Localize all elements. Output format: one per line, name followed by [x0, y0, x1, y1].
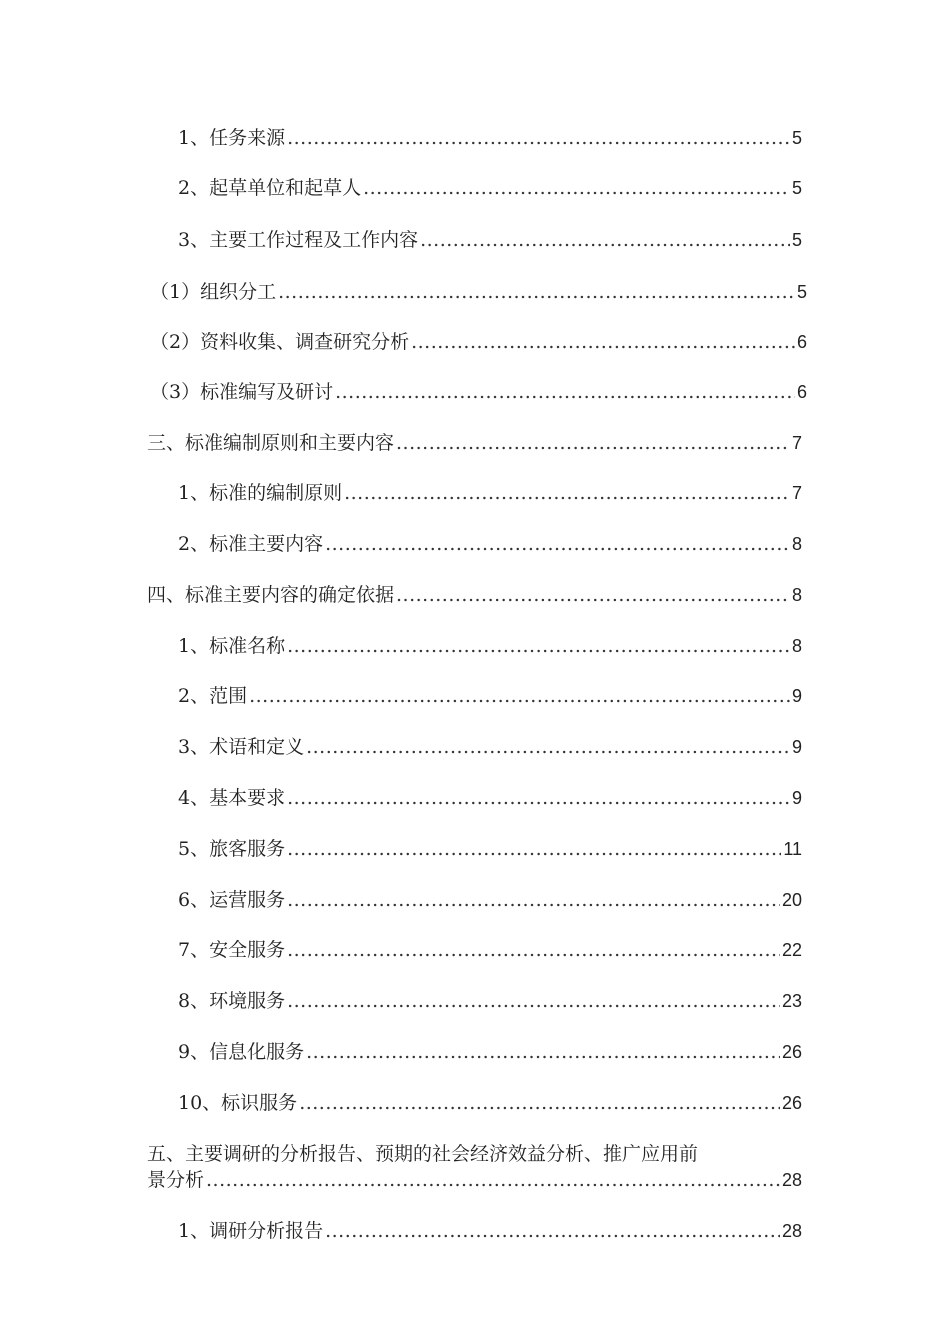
toc-entry[interactable]	[178, 837, 802, 861]
toc-page-number: 5	[791, 178, 802, 198]
toc-page-number: 26	[781, 1042, 802, 1062]
dot-leader	[206, 1167, 780, 1193]
dot-leader	[396, 583, 790, 607]
dot-leader	[420, 228, 790, 252]
toc-page-number: 5	[796, 282, 807, 302]
toc-page-number: 26	[781, 1093, 802, 1113]
toc-page-number: 6	[796, 332, 807, 352]
toc-entry-label: （1）组织分工	[150, 281, 277, 303]
toc-entry[interactable]	[147, 431, 802, 455]
toc-entry-label: 3、术语和定义	[178, 736, 305, 758]
toc-entry-label: 1、标准名称	[178, 635, 286, 657]
toc-entry-label: 1、任务来源	[178, 127, 286, 149]
toc-entry-label: 8、环境服务	[178, 990, 286, 1012]
toc-entry[interactable]	[178, 532, 802, 556]
dot-leader	[325, 1219, 780, 1243]
toc-page-number: 6	[796, 382, 807, 402]
dot-leader	[396, 431, 790, 455]
toc-page-number: 5	[791, 128, 802, 148]
toc-entry[interactable]	[178, 176, 802, 200]
toc-entry-label: 7、安全服务	[178, 939, 286, 961]
dot-leader	[287, 888, 780, 912]
dot-leader	[306, 735, 790, 759]
toc-entry-label: 9、信息化服务	[178, 1041, 305, 1063]
toc-entry-label: 6、运营服务	[178, 889, 286, 911]
toc-entry[interactable]	[178, 735, 802, 759]
toc-entry-label: 3、主要工作过程及工作内容	[178, 229, 419, 251]
toc-entry[interactable]	[178, 126, 802, 150]
dot-leader	[287, 938, 780, 962]
toc-page-number: 8	[791, 636, 802, 656]
dot-leader	[344, 481, 790, 505]
toc-entry[interactable]	[150, 330, 807, 354]
toc-entry[interactable]	[178, 228, 802, 252]
toc-entry[interactable]	[178, 888, 802, 912]
toc-entry-label: 5、旅客服务	[178, 838, 286, 860]
toc-entry-label: 10、标识服务	[178, 1092, 298, 1114]
toc-entry-label: 1、调研分析报告	[178, 1220, 324, 1242]
toc-page-number: 20	[781, 890, 802, 910]
toc-page-number: 9	[791, 686, 802, 706]
dot-leader	[287, 989, 780, 1013]
toc-entry-label-line2: 景分析	[147, 1169, 205, 1191]
toc-entry[interactable]	[178, 938, 802, 962]
dot-leader	[411, 330, 795, 354]
dot-leader	[299, 1091, 780, 1115]
toc-entry[interactable]	[150, 280, 807, 304]
toc-entry[interactable]	[150, 380, 807, 404]
toc-entry[interactable]	[178, 786, 802, 810]
toc-entry-label-line1: 五、主要调研的分析报告、预期的社会经济效益分析、推广应用前	[147, 1143, 699, 1165]
dot-leader	[306, 1040, 780, 1064]
toc-page-number: 8	[791, 534, 802, 554]
toc-entry-label: 1、标准的编制原则	[178, 482, 343, 504]
toc-entry-label: 三、标准编制原则和主要内容	[147, 432, 395, 454]
toc-entry[interactable]	[147, 583, 802, 607]
toc-page-number: 11	[783, 839, 802, 859]
toc-page-number: 7	[791, 483, 802, 503]
toc-entry[interactable]	[178, 634, 802, 658]
toc-entry[interactable]	[178, 989, 802, 1013]
toc-page-number: 9	[791, 737, 802, 757]
toc-entry-label: 4、基本要求	[178, 787, 286, 809]
toc-entry[interactable]	[178, 1091, 802, 1115]
toc-page-number: 9	[791, 788, 802, 808]
toc-entry[interactable]	[178, 1040, 802, 1064]
toc-entry-multiline[interactable]	[147, 1141, 802, 1193]
dot-leader	[287, 126, 790, 150]
toc-entry-label: 2、范围	[178, 685, 248, 707]
dot-leader	[363, 176, 790, 200]
toc-page-number: 22	[781, 940, 802, 960]
toc-entry-label: （3）标准编写及研讨	[150, 381, 334, 403]
toc-page-number: 28	[781, 1221, 802, 1241]
dot-leader	[325, 532, 790, 556]
dot-leader	[335, 380, 795, 404]
dot-leader	[278, 280, 795, 304]
toc-page-number: 8	[791, 585, 802, 605]
toc-entry[interactable]	[178, 1219, 802, 1243]
toc-entry[interactable]	[178, 481, 802, 505]
toc-entry[interactable]	[178, 684, 802, 708]
dot-leader	[287, 786, 790, 810]
toc-page-number: 23	[781, 991, 802, 1011]
toc-entry-label: （2）资料收集、调查研究分析	[150, 331, 410, 353]
toc-page-number: 5	[791, 230, 802, 250]
toc-entry-label: 2、起草单位和起草人	[178, 177, 362, 199]
dot-leader	[287, 837, 781, 861]
dot-leader	[287, 634, 790, 658]
toc-entry-label: 2、标准主要内容	[178, 533, 324, 555]
toc-page-number: 28	[781, 1170, 802, 1190]
dot-leader	[249, 684, 790, 708]
toc-entry-label: 四、标准主要内容的确定依据	[147, 584, 395, 606]
toc-page-number: 7	[791, 433, 802, 453]
